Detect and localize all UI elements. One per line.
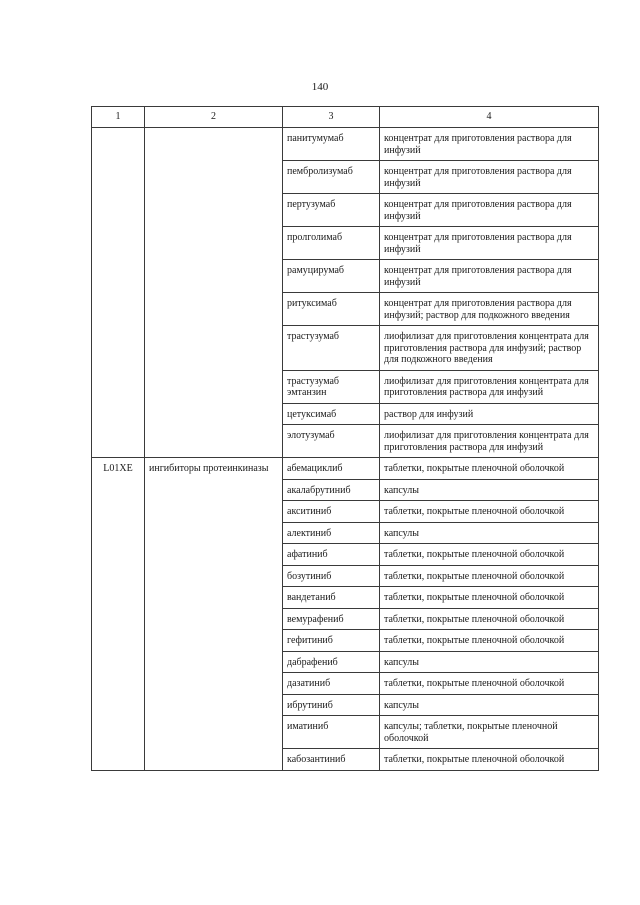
drug-name-cell: афатиниб [283, 544, 380, 566]
drug-name-cell: ритуксимаб [283, 293, 380, 326]
column-header-3: 3 [283, 107, 380, 128]
drug-name-cell: пертузумаб [283, 194, 380, 227]
dosage-form-cell: концентрат для приготовления раствора для инфузий [380, 194, 599, 227]
dosage-form-cell: лиофилизат для приготовления концентрата для приготовления раствора для инфузий [380, 425, 599, 458]
drug-name-cell: пролголимаб [283, 227, 380, 260]
drug-name-cell: панитумумаб [283, 128, 380, 161]
dosage-form-cell: концентрат для приготовления раствора для инфузий [380, 227, 599, 260]
dosage-form-cell: таблетки, покрытые пленочной оболочкой [380, 673, 599, 695]
group-name-cell [145, 128, 283, 458]
column-header-2: 2 [145, 107, 283, 128]
column-header-1: 1 [92, 107, 145, 128]
atc-code-cell: L01XE [92, 458, 145, 771]
drug-name-cell: алектиниб [283, 522, 380, 544]
column-header-4: 4 [380, 107, 599, 128]
drug-name-cell: дабрафениб [283, 651, 380, 673]
drug-name-cell: кабозантиниб [283, 749, 380, 771]
drug-name-cell: вемурафениб [283, 608, 380, 630]
drug-name-cell: элотузумаб [283, 425, 380, 458]
dosage-form-cell: капсулы [380, 522, 599, 544]
drug-name-cell: вандетаниб [283, 587, 380, 609]
table-header-row [92, 107, 599, 128]
drug-name-cell: абемациклиб [283, 458, 380, 480]
dosage-form-cell: таблетки, покрытые пленочной оболочкой [380, 565, 599, 587]
table-row [92, 128, 599, 161]
dosage-form-cell: таблетки, покрытые пленочной оболочкой [380, 608, 599, 630]
dosage-form-cell: концентрат для приготовления раствора для инфузий; раствор для подкожного введения [380, 293, 599, 326]
drug-name-cell: трастузумаб эмтанзин [283, 370, 380, 403]
drug-name-cell: ибрутиниб [283, 694, 380, 716]
page-number: 140 [311, 81, 329, 93]
dosage-form-cell: таблетки, покрытые пленочной оболочкой [380, 749, 599, 771]
dosage-form-cell: лиофилизат для приготовления концентрата для приготовления раствора для инфузий [380, 370, 599, 403]
atc-code-cell [92, 128, 145, 458]
drug-name-cell: акалабрутиниб [283, 479, 380, 501]
dosage-form-cell: капсулы [380, 694, 599, 716]
medication-table [91, 106, 599, 771]
drug-name-cell: рамуцирумаб [283, 260, 380, 293]
drug-name-cell: трастузумаб [283, 326, 380, 371]
dosage-form-cell: таблетки, покрытые пленочной оболочкой [380, 458, 599, 480]
dosage-form-cell: таблетки, покрытые пленочной оболочкой [380, 587, 599, 609]
group-name-cell: ингибиторы протеинкиназы [145, 458, 283, 771]
dosage-form-cell: концентрат для приготовления раствора для инфузий [380, 128, 599, 161]
drug-name-cell: бозутиниб [283, 565, 380, 587]
dosage-form-cell: лиофилизат для приготовления концентрата для приготовления раствора для инфузий; раствор для подкожного введения [380, 326, 599, 371]
dosage-form-cell: раствор для инфузий [380, 403, 599, 425]
drug-name-cell: дазатиниб [283, 673, 380, 695]
dosage-form-cell: капсулы; таблетки, покрытые пленочной оболочкой [380, 716, 599, 749]
drug-name-cell: пембролизумаб [283, 161, 380, 194]
drug-name-cell: гефитиниб [283, 630, 380, 652]
dosage-form-cell: капсулы [380, 651, 599, 673]
dosage-form-cell: концентрат для приготовления раствора для инфузий [380, 161, 599, 194]
dosage-form-cell: таблетки, покрытые пленочной оболочкой [380, 544, 599, 566]
drug-name-cell: цетуксимаб [283, 403, 380, 425]
drug-name-cell: акситиниб [283, 501, 380, 523]
dosage-form-cell: таблетки, покрытые пленочной оболочкой [380, 501, 599, 523]
dosage-form-cell: таблетки, покрытые пленочной оболочкой [380, 630, 599, 652]
dosage-form-cell: капсулы [380, 479, 599, 501]
drug-name-cell: иматиниб [283, 716, 380, 749]
dosage-form-cell: концентрат для приготовления раствора для инфузий [380, 260, 599, 293]
table-row [92, 458, 599, 480]
